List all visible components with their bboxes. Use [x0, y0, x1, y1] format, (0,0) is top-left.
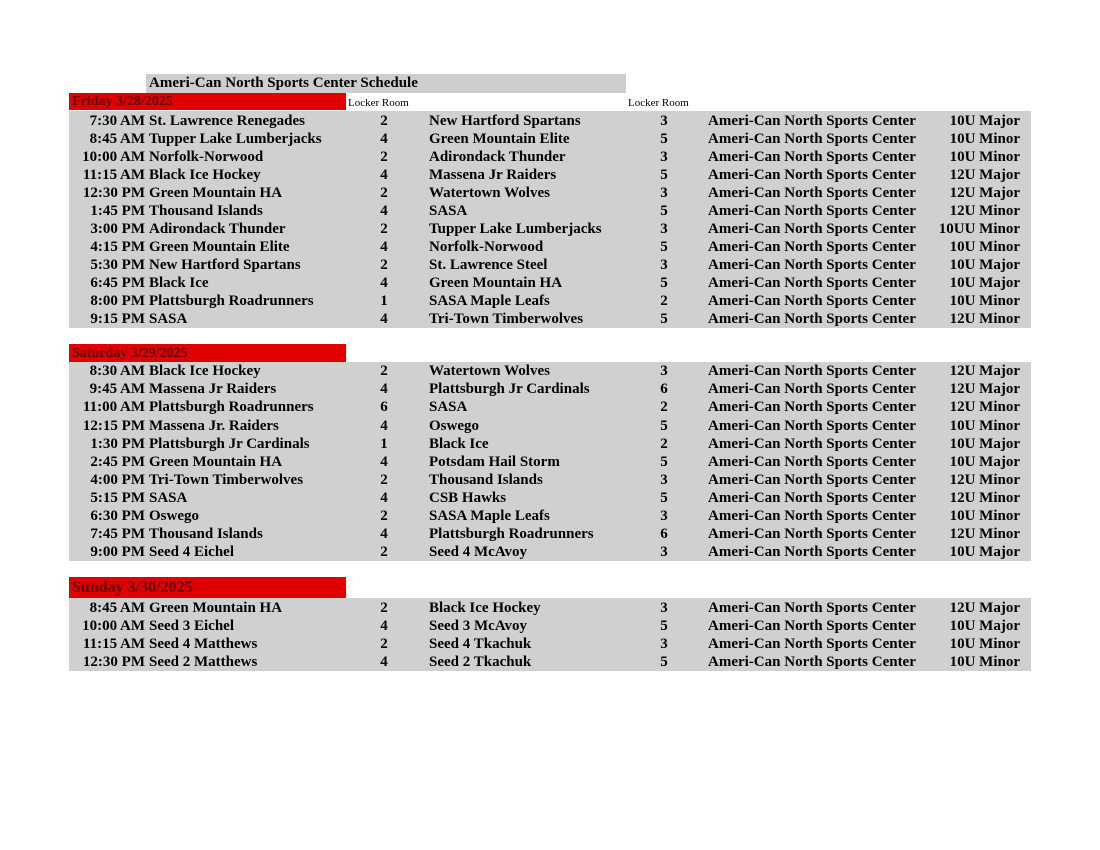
locker-room-away-label: Locker Room [628, 97, 689, 109]
away-locker-room: 3 [660, 113, 668, 129]
venue: Ameri-Can North Sports Center [708, 636, 916, 652]
away-team: Watertown Wolves [429, 363, 550, 379]
home-team: SASA [149, 311, 188, 327]
table-row [69, 292, 1031, 310]
division: 12U Major [949, 600, 1020, 616]
away-locker-room: 3 [660, 544, 668, 560]
game-time: 8:30 AM [89, 363, 145, 379]
day-label: Sunday 3/30/2025 [72, 579, 193, 596]
venue: Ameri-Can North Sports Center [708, 544, 916, 560]
table-row [69, 202, 1031, 220]
division: 10U Major [949, 544, 1020, 560]
division: 12U Major [949, 185, 1020, 201]
venue: Ameri-Can North Sports Center [708, 654, 916, 670]
home-locker-room: 6 [380, 399, 388, 415]
game-time: 6:45 PM [90, 275, 145, 291]
home-locker-room: 2 [380, 508, 388, 524]
venue: Ameri-Can North Sports Center [708, 149, 916, 165]
division: 12U Minor [949, 203, 1020, 219]
away-locker-room: 3 [660, 363, 668, 379]
venue: Ameri-Can North Sports Center [708, 131, 916, 147]
table-row [69, 380, 1031, 398]
away-team: New Hartford Spartans [429, 113, 581, 129]
table-row [69, 112, 1031, 130]
away-locker-room: 6 [660, 526, 668, 542]
division: 10U Minor [949, 131, 1020, 147]
home-team: Black Ice Hockey [149, 363, 261, 379]
venue: Ameri-Can North Sports Center [708, 472, 916, 488]
home-team: Adirondack Thunder [149, 221, 286, 237]
home-locker-room: 2 [380, 185, 388, 201]
division: 10U Minor [949, 654, 1020, 670]
table-row [69, 274, 1031, 292]
venue: Ameri-Can North Sports Center [708, 399, 916, 415]
game-time: 9:15 PM [90, 311, 145, 327]
away-locker-room: 3 [660, 149, 668, 165]
home-locker-room: 1 [380, 436, 388, 452]
division: 10U Minor [949, 239, 1020, 255]
venue: Ameri-Can North Sports Center [708, 275, 916, 291]
away-team: Plattsburgh Roadrunners [429, 526, 594, 542]
home-locker-room: 2 [380, 636, 388, 652]
home-locker-room: 2 [380, 113, 388, 129]
away-team: Green Mountain HA [429, 275, 563, 291]
away-locker-room: 3 [660, 472, 668, 488]
away-locker-room: 2 [660, 399, 668, 415]
schedule-title-bar [146, 74, 626, 93]
venue: Ameri-Can North Sports Center [708, 618, 916, 634]
venue: Ameri-Can North Sports Center [708, 257, 916, 273]
game-time: 4:15 PM [90, 239, 145, 255]
division: 10U Major [949, 257, 1020, 273]
venue: Ameri-Can North Sports Center [708, 113, 916, 129]
home-locker-room: 4 [380, 654, 388, 670]
away-locker-room: 5 [660, 418, 668, 434]
away-team: Seed 3 McAvoy [429, 618, 528, 634]
division: 12U Minor [949, 311, 1020, 327]
home-team: SASA [149, 490, 188, 506]
away-team: Seed 4 McAvoy [429, 544, 528, 560]
home-team: Green Mountain HA [149, 185, 283, 201]
away-team: Black Ice Hockey [429, 600, 541, 616]
home-team: Thousand Islands [149, 526, 263, 542]
home-locker-room: 4 [380, 618, 388, 634]
division: 10U Minor [949, 149, 1020, 165]
home-locker-room: 1 [380, 293, 388, 309]
home-team: Tupper Lake Lumberjacks [149, 131, 322, 147]
game-time: 6:30 PM [90, 508, 145, 524]
home-team: Massena Jr Raiders [149, 381, 277, 397]
home-team: Thousand Islands [149, 203, 263, 219]
venue: Ameri-Can North Sports Center [708, 167, 916, 183]
game-time: 11:00 AM [82, 399, 145, 415]
table-row [69, 256, 1031, 274]
home-locker-room: 4 [380, 167, 388, 183]
venue: Ameri-Can North Sports Center [708, 436, 916, 452]
venue: Ameri-Can North Sports Center [708, 526, 916, 542]
table-row [69, 635, 1031, 653]
game-time: 12:30 PM [82, 185, 145, 201]
game-time: 4:00 PM [90, 472, 145, 488]
table-row [69, 599, 1031, 617]
table-row [69, 417, 1031, 435]
home-team: Seed 3 Eichel [149, 618, 234, 634]
away-team: CSB Hawks [429, 490, 507, 506]
table-row [69, 453, 1031, 471]
table-row [69, 310, 1031, 328]
away-team: Norfolk-Norwood [429, 239, 544, 255]
friday-games-block [69, 111, 1031, 328]
table-row [69, 489, 1031, 507]
away-locker-room: 3 [660, 257, 668, 273]
table-row [69, 166, 1031, 184]
division: 10U Major [949, 618, 1020, 634]
game-time: 5:15 PM [90, 490, 145, 506]
venue: Ameri-Can North Sports Center [708, 600, 916, 616]
away-locker-room: 5 [660, 654, 668, 670]
game-time: 7:30 AM [89, 113, 145, 129]
game-time: 1:45 PM [90, 203, 145, 219]
away-team: Potsdam Hail Storm [429, 454, 560, 470]
away-team: Oswego [429, 418, 479, 434]
division: 12U Minor [949, 526, 1020, 542]
game-time: 8:00 PM [90, 293, 145, 309]
game-time: 9:45 AM [89, 381, 145, 397]
home-locker-room: 4 [380, 311, 388, 327]
table-row [69, 653, 1031, 671]
away-locker-room: 5 [660, 311, 668, 327]
away-locker-room: 6 [660, 381, 668, 397]
division: 10UU Minor [938, 221, 1020, 237]
home-locker-room: 4 [380, 239, 388, 255]
division: 10U Minor [949, 636, 1020, 652]
home-team: Tri-Town Timberwolves [149, 472, 304, 488]
away-locker-room: 3 [660, 221, 668, 237]
game-time: 7:45 PM [90, 526, 145, 542]
home-team: Seed 4 Eichel [149, 544, 234, 560]
home-locker-room: 4 [380, 454, 388, 470]
division: 10U Minor [949, 418, 1020, 434]
table-row [69, 238, 1031, 256]
home-locker-room: 4 [380, 131, 388, 147]
away-team: Plattsburgh Jr Cardinals [429, 381, 590, 397]
away-team: Thousand Islands [429, 472, 543, 488]
home-locker-room: 2 [380, 472, 388, 488]
away-team: SASA [429, 203, 468, 219]
table-row [69, 184, 1031, 202]
game-time: 12:30 PM [82, 654, 145, 670]
division: 10U Major [949, 454, 1020, 470]
home-team: Green Mountain HA [149, 454, 283, 470]
home-team: Norfolk-Norwood [149, 149, 264, 165]
venue: Ameri-Can North Sports Center [708, 311, 916, 327]
home-team: Green Mountain Elite [149, 239, 290, 255]
division: 12U Major [949, 363, 1020, 379]
away-team: Watertown Wolves [429, 185, 550, 201]
venue: Ameri-Can North Sports Center [708, 454, 916, 470]
home-team: Black Ice Hockey [149, 167, 261, 183]
division: 12U Minor [949, 490, 1020, 506]
table-row [69, 507, 1031, 525]
home-team: Plattsburgh Roadrunners [149, 399, 314, 415]
away-locker-room: 2 [660, 293, 668, 309]
home-locker-room: 4 [380, 381, 388, 397]
home-locker-room: 4 [380, 275, 388, 291]
away-locker-room: 5 [660, 239, 668, 255]
away-locker-room: 3 [660, 600, 668, 616]
away-locker-room: 5 [660, 490, 668, 506]
home-locker-room: 4 [380, 526, 388, 542]
away-locker-room: 5 [660, 275, 668, 291]
away-team: Seed 2 Tkachuk [429, 654, 532, 670]
venue: Ameri-Can North Sports Center [708, 293, 916, 309]
division: 12U Minor [949, 399, 1020, 415]
venue: Ameri-Can North Sports Center [708, 508, 916, 524]
home-team: St. Lawrence Renegades [149, 113, 305, 129]
home-locker-room: 2 [380, 363, 388, 379]
venue: Ameri-Can North Sports Center [708, 221, 916, 237]
home-team: Green Mountain HA [149, 600, 283, 616]
day-header-friday [69, 93, 346, 110]
away-locker-room: 5 [660, 131, 668, 147]
home-locker-room: 2 [380, 544, 388, 560]
away-team: Massena Jr Raiders [429, 167, 557, 183]
away-team: Adirondack Thunder [429, 149, 566, 165]
game-time: 10:00 AM [82, 618, 145, 634]
table-row [69, 617, 1031, 635]
game-time: 3:00 PM [90, 221, 145, 237]
home-team: Seed 4 Matthews [149, 636, 258, 652]
game-time: 9:00 PM [90, 544, 145, 560]
day-label: Saturday 3/29/2025 [72, 346, 188, 361]
division: 12U Minor [949, 472, 1020, 488]
game-time: 8:45 AM [89, 600, 145, 616]
away-team: Green Mountain Elite [429, 131, 570, 147]
venue: Ameri-Can North Sports Center [708, 418, 916, 434]
day-header-sunday [69, 577, 346, 598]
table-row [69, 471, 1031, 489]
away-locker-room: 5 [660, 454, 668, 470]
division: 10U Minor [949, 293, 1020, 309]
game-time: 8:45 AM [89, 131, 145, 147]
away-team: St. Lawrence Steel [429, 257, 548, 273]
table-row [69, 220, 1031, 238]
home-locker-room: 4 [380, 203, 388, 219]
away-team: SASA Maple Leafs [429, 508, 550, 524]
home-team: Massena Jr. Raiders [149, 418, 279, 434]
home-team: Oswego [149, 508, 199, 524]
home-locker-room: 2 [380, 149, 388, 165]
away-locker-room: 3 [660, 636, 668, 652]
day-label: Friday 3/28/2025 [72, 94, 173, 109]
game-time: 11:15 AM [82, 167, 145, 183]
division: 10U Major [949, 436, 1020, 452]
home-team: Seed 2 Matthews [149, 654, 258, 670]
home-locker-room: 2 [380, 257, 388, 273]
away-team: Tupper Lake Lumberjacks [429, 221, 602, 237]
away-team: Tri-Town Timberwolves [429, 311, 584, 327]
table-row [69, 525, 1031, 543]
game-time: 5:30 PM [90, 257, 145, 273]
game-time: 11:15 AM [82, 636, 145, 652]
table-row [69, 398, 1031, 416]
away-locker-room: 3 [660, 185, 668, 201]
venue: Ameri-Can North Sports Center [708, 363, 916, 379]
division: 10U Major [949, 275, 1020, 291]
table-row [69, 362, 1031, 380]
away-locker-room: 5 [660, 618, 668, 634]
day-header-saturday [69, 344, 346, 362]
game-time: 10:00 AM [82, 149, 145, 165]
division: 10U Major [949, 113, 1020, 129]
home-team: Plattsburgh Roadrunners [149, 293, 314, 309]
away-team: Seed 4 Tkachuk [429, 636, 532, 652]
locker-room-home-label: Locker Room [348, 97, 409, 109]
away-locker-room: 5 [660, 167, 668, 183]
away-locker-room: 3 [660, 508, 668, 524]
table-row [69, 435, 1031, 453]
home-locker-room: 4 [380, 490, 388, 506]
game-time: 2:45 PM [90, 454, 145, 470]
division: 12U Major [949, 167, 1020, 183]
venue: Ameri-Can North Sports Center [708, 203, 916, 219]
venue: Ameri-Can North Sports Center [708, 239, 916, 255]
home-team: Plattsburgh Jr Cardinals [149, 436, 310, 452]
table-row [69, 543, 1031, 561]
saturday-games-block [69, 362, 1031, 561]
venue: Ameri-Can North Sports Center [708, 185, 916, 201]
home-locker-room: 4 [380, 418, 388, 434]
away-team: SASA [429, 399, 468, 415]
division: 10U Minor [949, 508, 1020, 524]
table-row [69, 148, 1031, 166]
home-locker-room: 2 [380, 221, 388, 237]
home-locker-room: 2 [380, 600, 388, 616]
venue: Ameri-Can North Sports Center [708, 490, 916, 506]
home-team: New Hartford Spartans [149, 257, 301, 273]
sunday-games-block [69, 598, 1031, 671]
away-team: Black Ice [429, 436, 489, 452]
division: 12U Major [949, 381, 1020, 397]
game-time: 12:15 PM [82, 418, 145, 434]
venue: Ameri-Can North Sports Center [708, 381, 916, 397]
table-row [69, 130, 1031, 148]
game-time: 1:30 PM [90, 436, 145, 452]
away-locker-room: 2 [660, 436, 668, 452]
home-team: Black Ice [149, 275, 209, 291]
schedule-title: Ameri-Can North Sports Center Schedule [149, 75, 418, 91]
away-team: SASA Maple Leafs [429, 293, 550, 309]
away-locker-room: 5 [660, 203, 668, 219]
